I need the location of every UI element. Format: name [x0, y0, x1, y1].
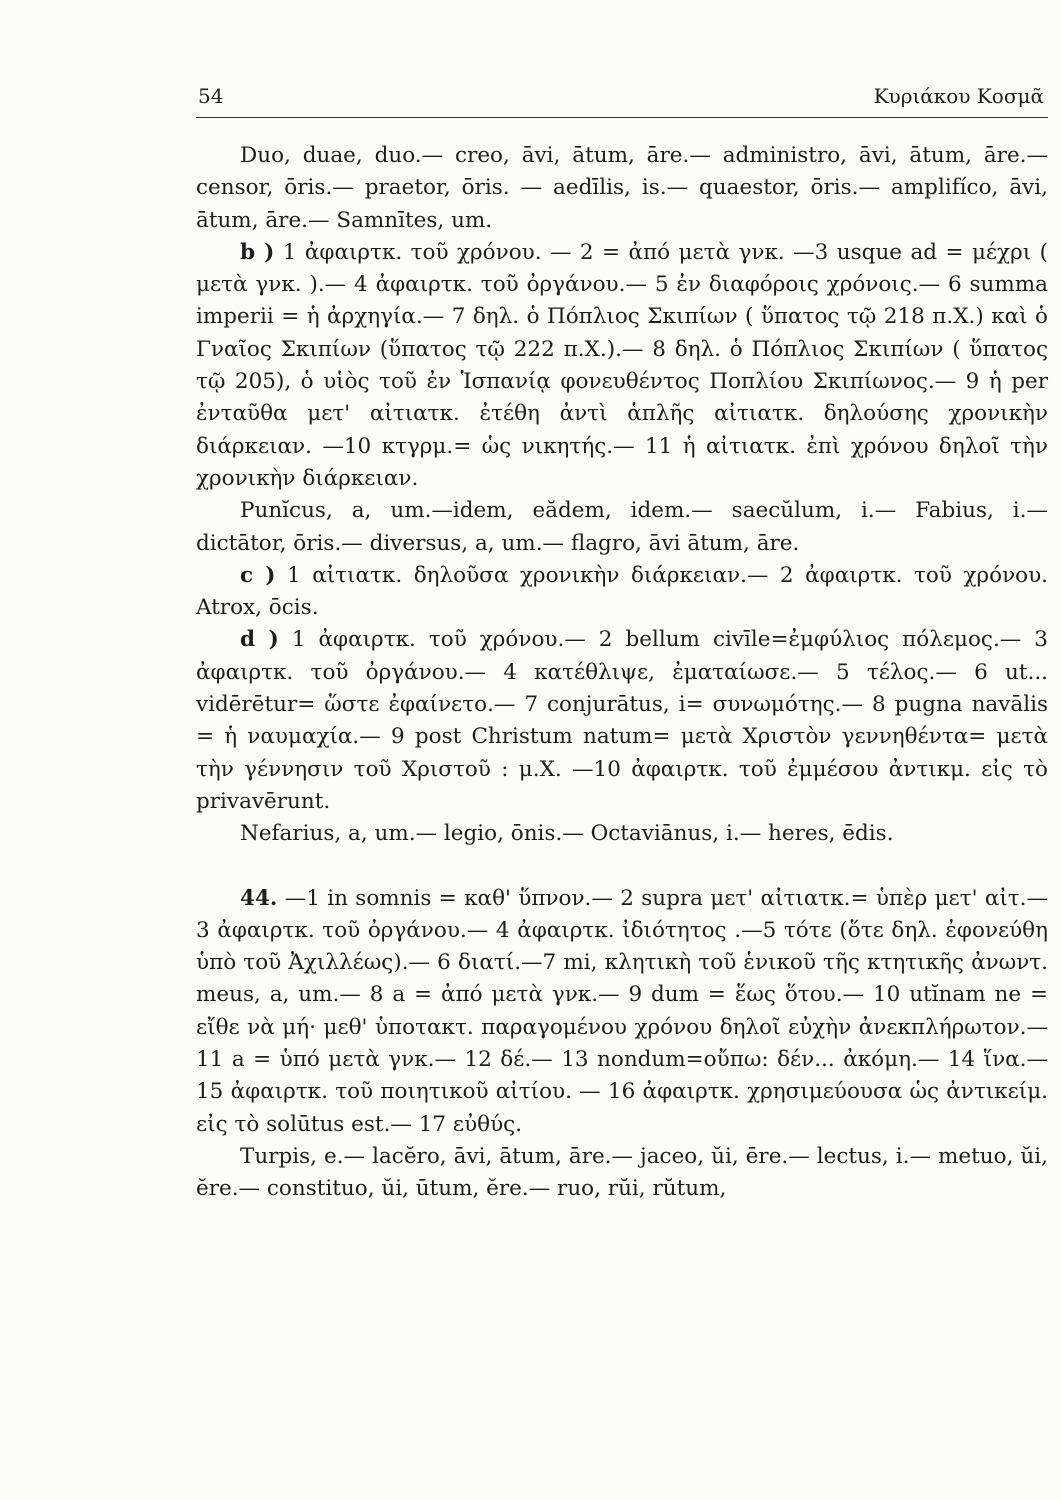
section-label: b ) [240, 239, 275, 265]
header-rule [196, 117, 1048, 118]
paragraph-b: b ) 1 ἀφαιρτκ. τοῦ χρόνου. — 2 = ἀπό μετὰ γνκ. —3 usque ad = μέχρι ( μετὰ γνκ. ).— 4 ἀφαιρτκ. τοῦ ὀργάνου.— 5 ἐν διαφόροις χρόνοις.— 6 summa imperii = ἡ ἀρχηγία.— 7 δηλ. ὁ Πόπλιος Σκιπίων ( ὕπατος τῷ 218 π.Χ.) καὶ ὁ Γναῖος Σκιπίων (ὕπατος τῷ 222 π.Χ.).— 8 δηλ. ὁ Πόπλιος Σκιπίων ( ὕπατος τῷ 205), ὁ υἱὸς τοῦ ἐν Ἱσπανίᾳ φονευθέντος Ποπλίου Σκιπίωνος.— 9 ἡ per ἐνταῦθα μετ' αἰτιατκ. ἐτέθη ἀντὶ ἁπλῆς αἰτιατκ. δηλούσης χρονικὴν διάρκειαν. —10 κτγρμ.= ὡς νικητής.— 11 ἡ αἰτιατκ. ἐπὶ χρόνου δηλοῖ τὴν χρονικὴν διάρκειαν. [196, 239, 1048, 491]
paragraph-44: 44. —1 in somnis = καθ' ὕπνον.— 2 supra μετ' αἰτιατκ.= ὑπὲρ μετ' αἰτ.— 3 ἀφαιρτκ. τοῦ ὀργάνου.— 4 ἀφαιρτκ. ἰδιότητος .—5 τότε (ὅτε δηλ. ἐφονεύθη ὑπὸ τοῦ Ἀχιλλέως).— 6 διατί.—7 mi, κλητικὴ τοῦ ἑνικοῦ τῆς κτητικῆς ἀνωντ. meus, a, um.— 8 a = ἀπό μετὰ γνκ.— 9 dum = ἕως ὅτου.— 10 utĭnam ne = εἴθε νὰ μή· μεθ' ὑποτακτ. παραγομένου χρόνου δηλοῖ εὐχὴν ἀνεκπλήρωτον.— 11 a = ὑπό μετὰ γνκ.— 12 δέ.— 13 nondum=οὔπω: δέν... ἀκόμη.— 14 ἵνα.— 15 ἀφαιρτκ. τοῦ ποιητικοῦ αἰτίου. — 16 ἀφαιρτκ. χρησιμεύουσα ὡς ἀντικείμ. εἰς τὸ solūtus est.— 17 εὐθύς. [196, 885, 1048, 1137]
paragraph-d: d ) 1 ἀφαιρτκ. τοῦ χρόνου.— 2 bellum civīle=ἐμφύλιος πόλεμος.— 3 ἀφαιρτκ. τοῦ ὀργάνου.— 4 κατέθλιψε, ἐματαίωσε.— 5 τέλος.— 6 ut... vidērētur= ὥστε ἐφαίνετο.— 7 conjurātus, i= συνωμότης.— 8 pugna navālis = ἡ ναυμαχία.— 9 post Christum natum= μετὰ Χριστὸν γεννηθέντα= μετὰ τὴν γέννησιν τοῦ Χριστοῦ : μ.Χ. —10 ἀφαιρτκ. τοῦ ἐμμέσου ἀντικμ. εἰς τὸ privavērunt. [196, 627, 1048, 814]
running-head: Κυριάκου Κοσμᾶ [873, 84, 1044, 108]
section-number: 44. [240, 885, 278, 911]
paragraph-vocab-2: Punĭcus, a, um.—idem, eădem, idem.— saecŭlum, i.— Fabius, i.— dictātor, ōris.— diversus, a, um.— flagro, āvi ātum, āre. [196, 498, 1048, 556]
section-label: c ) [240, 562, 276, 588]
paragraph-vocab-4: Turpis, e.— lacĕro, āvi, ātum, āre.— jaceo, ŭi, ēre.— lectus, i.— metuo, ŭi, ĕre.— constituo, ŭi, ūtum, ĕre.— ruo, rŭi, rŭtum, [196, 1143, 1048, 1202]
paragraph-vocab-3: Nefarius, a, um.— legio, ōnis.— Octaviānus, i.— heres, ēdis. [240, 821, 894, 847]
paragraph-vocab-1: Duo, duae, duo.— creo, āvi, ātum, āre.— administro, āvi, ātum, āre.— censor, ōris.— praetor, ōris. — aedīlis, is.— quaestor, ōris.— amplifíco, āvi, ātum, āre.— Samnītes, um. [196, 143, 1048, 233]
section-label: d ) [240, 627, 279, 653]
page-header [196, 78, 1048, 118]
page-body [196, 140, 1048, 1206]
page-number: 54 [198, 84, 224, 108]
paragraph-c: c ) 1 αἰτιατκ. δηλοῦσα χρονικὴν διάρκειαν.— 2 ἀφαιρτκ. τοῦ χρόνου. Atrox, ōcis. [196, 562, 1048, 621]
